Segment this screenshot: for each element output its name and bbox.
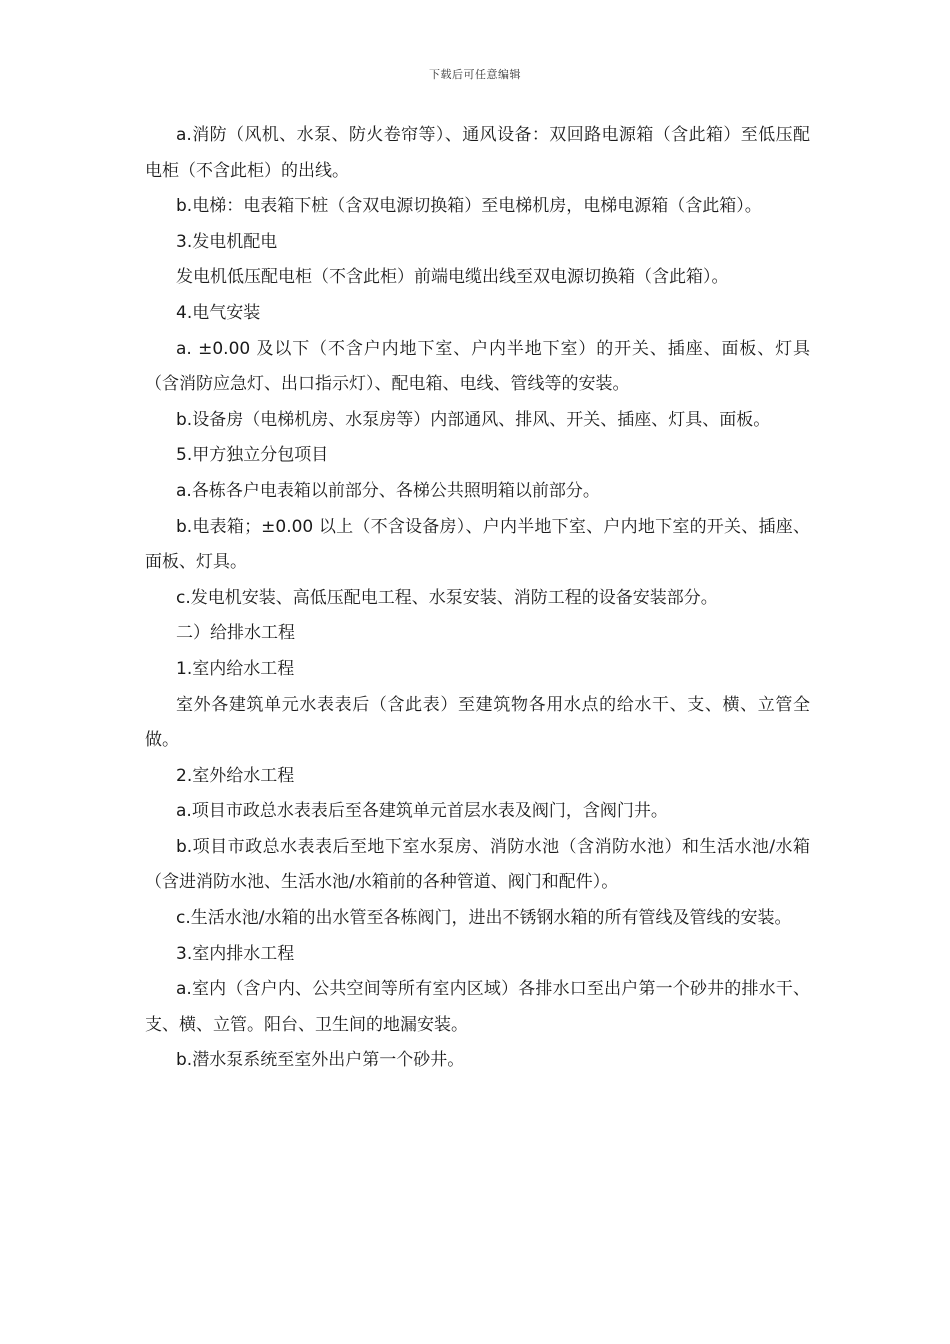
paragraph-municipal-meter-to-units: a.项目市政总水表表后至各建筑单元首层水表及阀门，含阀门井。 [176,801,668,822]
paragraph-fire-ventilation-power: a.消防（风机、水泵、防火卷帘等）、通风设备：双回路电源箱（含此箱）至低压配电柜（不含此柜）的出线。 [145,125,810,181]
paragraph-water-tank-outlet: c.生活水池/水箱的出水管至各栋阀门，进出不锈钢水箱的所有管线及管线的安装。 [176,908,792,929]
heading-outdoor-water-supply: 2.室外给水工程 [176,765,295,786]
paragraph-equipment-room: b.设备房（电梯机房、水泵房等）内部通风、排风、开关、插座、灯具、面板。 [176,409,771,430]
heading-indoor-drainage: 3.室内排水工程 [176,943,295,964]
paragraph-indoor-drainage: a.室内（含户内、公共空间等所有室内区域）各排水口至出户第一个砂井的排水干、支、横、立管。阳台、卫生间的地漏安装。 [145,979,810,1035]
paragraph-generator-cable: 发电机低压配电柜（不含此柜）前端电缆出线至双电源切换箱（含此箱）。 [176,267,729,288]
heading-generator-distribution: 3.发电机配电 [176,231,278,252]
paragraph-generator-equipment: c.发电机安装、高低压配电工程、水泵安装、消防工程的设备安装部分。 [176,587,718,608]
paragraph-meter-box-front: a.各栋各户电表箱以前部分、各梯公共照明箱以前部分。 [176,480,600,501]
paragraph-meter-box-above-ground: b.电表箱；±0.00 以上（不含设备房）、户内半地下室、户内地下室的开关、插座、面板、灯具。 [145,516,810,573]
heading-owner-subcontract: 5.甲方独立分包项目 [176,445,329,466]
paragraph-elevator-power: b.电梯：电表箱下桩（含双电源切换箱）至电梯机房，电梯电源箱（含此箱）。 [176,196,762,217]
paragraph-municipal-meter-to-pump-room: b.项目市政总水表表后至地下室水泵房、消防水池（含消防水池）和生活水池/水箱（含进消防水池、生活水池/水箱前的各种管道、阀门和配件）。 [145,836,810,893]
paragraph-below-ground-installation: a. ±0.00 及以下（不含户内地下室、户内半地下室）的开关、插座、面板、灯具（含消防应急灯、出口指示灯）、配电箱、电线、管线等的安装。 [145,338,810,395]
document-body [145,118,810,1079]
page-header: 下载后可任意编辑 [429,68,521,81]
heading-water-supply-drainage: 二）给排水工程 [176,623,295,644]
paragraph-submersible-pump: b.潜水泵系统至室外出户第一个砂井。 [176,1050,465,1071]
paragraph-indoor-water-supply: 室外各建筑单元水表表后（含此表）至建筑物各用水点的给水干、支、横、立管全做。 [145,694,810,751]
heading-electrical-installation: 4.电气安装 [176,302,261,323]
heading-indoor-water-supply: 1.室内给水工程 [176,658,295,679]
